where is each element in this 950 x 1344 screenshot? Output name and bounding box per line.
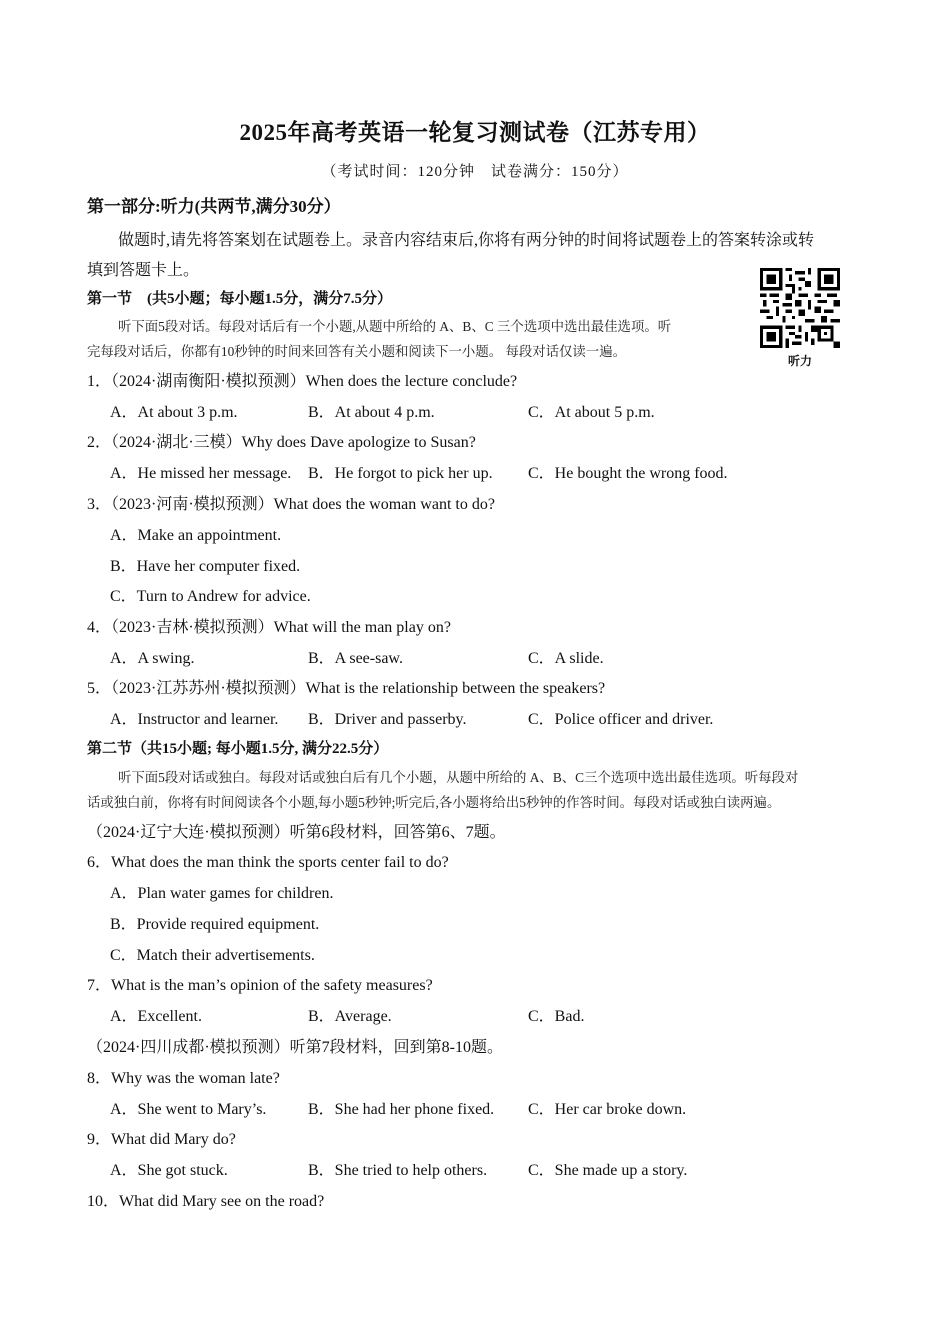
question-1-option-c: C．At about 5 p.m. xyxy=(528,404,655,421)
material-6-intro: （2024·辽宁大连·模拟预测）听第6段材料，回答第6、7题。 xyxy=(87,824,506,841)
question-6-option-b: B．Provide required equipment. xyxy=(110,916,320,933)
question-10-stem: 10．What did Mary see on the road? xyxy=(87,1193,325,1210)
question-9-option-b: B．She tried to help others. xyxy=(308,1162,488,1179)
question-8-option-c: C．Her car broke down. xyxy=(528,1101,687,1118)
section1-note-line1: 听下面5段对话。每段对话后有一个小题,从题中所给的 A、B、C 三个选项中选出最佳选项。听 xyxy=(118,319,672,334)
question-5-option-a: A．Instructor and learner. xyxy=(110,711,279,728)
question-9-option-a: A．She got stuck. xyxy=(110,1162,228,1179)
exam-subtitle: （考试时间：120分钟 试卷满分：150分） xyxy=(321,164,629,180)
part1-instruction-line2: 填到答题卡上。 xyxy=(87,262,200,279)
section1-note-line2: 完每段对话后，你都有10秒钟的时间来回答有关小题和阅读下一小题。 每段对话仅读一遍。 xyxy=(87,344,626,359)
part1-instruction-line1: 做题时,请先将答案划在试题卷上。录音内容结束后,你将有两分钟的时间将试题卷上的答案转涂或转 xyxy=(118,232,815,249)
question-4-option-a: A．A swing. xyxy=(110,650,195,667)
question-2-option-b: B．He forgot to pick her up. xyxy=(308,465,493,482)
question-2-stem: 2．（2024·湖北·三模）Why does Dave apologize to Susan? xyxy=(87,434,476,451)
question-3-option-a: A．Make an appointment. xyxy=(110,527,282,544)
section2-note-line1: 听下面5段对话或独白。每段对话或独白后有几个小题，从题中所给的 A、B、C三个选项中选出最佳选项。听每段对 xyxy=(118,770,799,785)
question-9-stem: 9．What did Mary do? xyxy=(87,1131,236,1148)
question-3-stem: 3．（2023·河南·模拟预测）What does the woman want to do? xyxy=(87,496,495,513)
question-8-option-a: A．She went to Mary’s. xyxy=(110,1101,267,1118)
question-3-option-b: B．Have her computer fixed. xyxy=(110,558,301,575)
qr-code-label: 听力 xyxy=(787,354,812,368)
question-5-option-c: C．Police officer and driver. xyxy=(528,711,714,728)
question-6-option-a: A．Plan water games for children. xyxy=(110,885,334,902)
question-2-option-a: A．He missed her message. xyxy=(110,465,292,482)
question-7-stem: 7．What is the man’s opinion of the safety measures? xyxy=(87,977,433,994)
section2-note-line2: 话或独白前，你将有时间阅读各个小题,每小题5秒钟;听完后,各小题将给出5秒钟的作答时间。每段对话或独白读两遍。 xyxy=(87,795,781,810)
question-4-option-b: B．A see-saw. xyxy=(308,650,403,667)
qr-code-icon xyxy=(760,268,840,348)
question-2-option-c: C．He bought the wrong food. xyxy=(528,465,728,482)
question-6-option-c: C．Match their advertisements. xyxy=(110,947,315,964)
question-5-option-b: B．Driver and passerby. xyxy=(308,711,467,728)
question-1-option-a: A．At about 3 p.m. xyxy=(110,404,238,421)
question-4-option-c: C．A slide. xyxy=(528,650,604,667)
question-8-stem: 8．Why was the woman late? xyxy=(87,1070,280,1087)
section1-heading: 第一节 (共5小题；每小题1.5分，满分7.5分） xyxy=(87,291,392,307)
exam-title: 2025年高考英语一轮复习测试卷（江苏专用） xyxy=(239,120,711,145)
question-5-stem: 5．（2023·江苏苏州·模拟预测）What is the relationship between the speakers? xyxy=(87,680,606,697)
question-1-stem: 1．（2024·湖南衡阳·模拟预测）When does the lecture conclude? xyxy=(87,373,518,390)
question-8-option-b: B．She had her phone fixed. xyxy=(308,1101,495,1118)
question-4-stem: 4．（2023·吉林·模拟预测）What will the man play on? xyxy=(87,619,451,636)
material-7-intro: （2024·四川成都·模拟预测）听第7段材料，回到第8-10题。 xyxy=(87,1039,503,1056)
question-7-option-a: A．Excellent. xyxy=(110,1008,202,1025)
question-9-option-c: C．She made up a story. xyxy=(528,1162,688,1179)
question-3-option-c: C．Turn to Andrew for advice. xyxy=(110,588,311,605)
question-7-option-c: C．Bad. xyxy=(528,1008,585,1025)
part1-heading: 第一部分:听力(共两节,满分30分） xyxy=(87,197,341,216)
section2-heading: 第二节（共15小题; 每小题1.5分, 满分22.5分） xyxy=(87,741,389,757)
question-7-option-b: B．Average. xyxy=(308,1008,392,1025)
question-1-option-b: B．At about 4 p.m. xyxy=(308,404,435,421)
question-6-stem: 6．What does the man think the sports center fail to do? xyxy=(87,854,449,871)
